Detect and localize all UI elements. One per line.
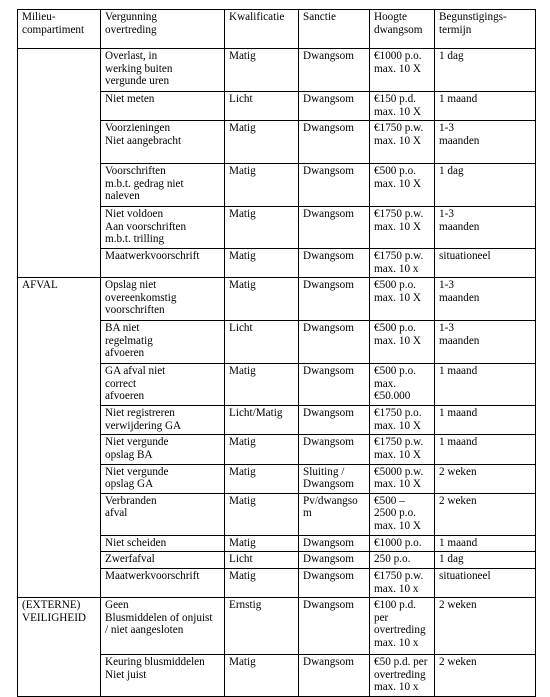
- amount-cell: €5000 p.w. max. 10 X: [370, 464, 435, 493]
- header-term: Begunstigings- termijn: [435, 10, 536, 49]
- amount-cell: €500 – 2500 p.o. max. 10 X: [370, 493, 435, 535]
- amount-cell: €100 p.d. per overtreding max. 10 x: [370, 598, 435, 655]
- table-row: [18, 598, 536, 655]
- violation-cell: Maatwerkvoorschrift: [101, 248, 225, 277]
- amount-cell: €50 p.d. per overtreding max. 10 x: [370, 655, 435, 697]
- sanction-cell: Dwangsom: [299, 278, 370, 321]
- term-cell: 1-3 maanden: [435, 278, 536, 321]
- term-cell: 2 weken: [435, 598, 536, 655]
- qualification-cell: Matig: [225, 164, 299, 207]
- amount-cell: €1750 p.w. max. 10 x: [370, 248, 435, 277]
- sanction-cell: Dwangsom: [299, 552, 370, 569]
- sanction-cell: Dwangsom: [299, 568, 370, 597]
- term-cell: 1-3 maanden: [435, 121, 536, 164]
- amount-cell: €1750 p.w. max. 10 X: [370, 207, 435, 249]
- qualification-cell: Matig: [225, 493, 299, 535]
- violation-cell: Niet scheiden: [101, 535, 225, 552]
- violation-cell: Overlast, in werking buiten vergunde uren: [101, 49, 225, 92]
- violation-cell: Niet voldoen Aan voorschriften m.b.t. trilling: [101, 207, 225, 249]
- term-cell: 1 maand: [435, 364, 536, 406]
- violation-cell: Keuring blusmiddelen Niet juist: [101, 655, 225, 697]
- violation-cell: Voorschriften m.b.t. gedrag niet naleven: [101, 164, 225, 207]
- qualification-cell: Matig: [225, 364, 299, 406]
- term-cell: 1 maand: [435, 92, 536, 121]
- term-cell: 1 dag: [435, 49, 536, 92]
- term-cell: 1 dag: [435, 164, 536, 207]
- violation-cell: Voorzieningen Niet aangebracht: [101, 121, 225, 164]
- violation-cell: GA afval niet correct afvoeren: [101, 364, 225, 406]
- header-qualification: Kwalificatie: [225, 10, 299, 49]
- header-violation: Vergunning overtreding: [101, 10, 225, 49]
- violation-cell: BA niet regelmatig afvoeren: [101, 321, 225, 364]
- amount-cell: €1750 p.o. max. 10 X: [370, 406, 435, 435]
- sanction-cell: Dwangsom: [299, 655, 370, 697]
- violation-cell: Geen Blusmiddelen of onjuist / niet aangesloten: [101, 598, 225, 655]
- qualification-cell: Licht: [225, 92, 299, 121]
- amount-cell: €1750 p.w. max. 10 x: [370, 568, 435, 597]
- sanction-cell: Sluiting / Dwangsom: [299, 464, 370, 493]
- compartment-cell: AFVAL: [18, 278, 101, 598]
- amount-cell: €1750 p.w. max. 10 X: [370, 435, 435, 464]
- sanction-cell: Dwangsom: [299, 248, 370, 277]
- term-cell: situationeel: [435, 248, 536, 277]
- table-row: [18, 49, 536, 92]
- amount-cell: €1750 p.w. max. 10 X: [370, 121, 435, 164]
- qualification-cell: Matig: [225, 121, 299, 164]
- sanction-cell: Dwangsom: [299, 92, 370, 121]
- sanction-cell: Dwangsom: [299, 364, 370, 406]
- term-cell: 2 weken: [435, 464, 536, 493]
- header-compartment: Milieu- compartiment: [18, 10, 101, 49]
- term-cell: 1 dag: [435, 552, 536, 569]
- sanction-cell: Dwangsom: [299, 535, 370, 552]
- qualification-cell: Licht: [225, 552, 299, 569]
- term-cell: situationeel: [435, 568, 536, 597]
- amount-cell: €500 p.o. max. 10 X: [370, 321, 435, 364]
- compartment-cell: [18, 49, 101, 278]
- amount-cell: €1000 p.o.: [370, 535, 435, 552]
- violation-cell: Maatwerkvoorschrift: [101, 568, 225, 597]
- header-row: [18, 10, 536, 49]
- sanction-cell: Dwangsom: [299, 321, 370, 364]
- sanction-cell: Dwangsom: [299, 406, 370, 435]
- amount-cell: 250 p.o.: [370, 552, 435, 569]
- compartment-cell: (EXTERNE) VEILIGHEID: [18, 598, 101, 697]
- sanction-cell: Dwangsom: [299, 121, 370, 164]
- sanction-cell: Dwangsom: [299, 598, 370, 655]
- qualification-cell: Matig: [225, 464, 299, 493]
- violation-cell: Zwerfafval: [101, 552, 225, 569]
- sanction-cell: Dwangsom: [299, 164, 370, 207]
- term-cell: 1 maand: [435, 435, 536, 464]
- term-cell: 1 maand: [435, 535, 536, 552]
- header-amount: Hoogte dwangsom: [370, 10, 435, 49]
- term-cell: 1 maand: [435, 406, 536, 435]
- sanction-cell: Pv/dwangso m: [299, 493, 370, 535]
- qualification-cell: Matig: [225, 535, 299, 552]
- amount-cell: €500 p.o. max. 10 X: [370, 278, 435, 321]
- term-cell: 1-3 maanden: [435, 207, 536, 249]
- amount-cell: €150 p.d. max. 10 X: [370, 92, 435, 121]
- qualification-cell: Ernstig: [225, 598, 299, 655]
- table-row: [18, 278, 536, 321]
- violation-cell: Niet vergunde opslag BA: [101, 435, 225, 464]
- qualification-cell: Matig: [225, 248, 299, 277]
- term-cell: 2 weken: [435, 493, 536, 535]
- violation-cell: Niet meten: [101, 92, 225, 121]
- qualification-cell: Matig: [225, 207, 299, 249]
- header-sanction: Sanctie: [299, 10, 370, 49]
- sanction-cell: Dwangsom: [299, 435, 370, 464]
- violation-cell: Opslag niet overeenkomstig voorschriften: [101, 278, 225, 321]
- amount-cell: €500 p.o. max. €50.000: [370, 364, 435, 406]
- violation-cell: Verbranden afval: [101, 493, 225, 535]
- qualification-cell: Matig: [225, 435, 299, 464]
- violation-cell: Niet vergunde opslag GA: [101, 464, 225, 493]
- qualification-cell: Matig: [225, 278, 299, 321]
- sanctions-table: [17, 9, 536, 697]
- sanction-cell: Dwangsom: [299, 49, 370, 92]
- violation-cell: Niet registreren verwijdering GA: [101, 406, 225, 435]
- qualification-cell: Licht/Matig: [225, 406, 299, 435]
- amount-cell: €500 p.o. max. 10 X: [370, 164, 435, 207]
- term-cell: 1-3 maanden: [435, 321, 536, 364]
- qualification-cell: Matig: [225, 655, 299, 697]
- sanction-cell: Dwangsom: [299, 207, 370, 249]
- qualification-cell: Matig: [225, 568, 299, 597]
- qualification-cell: Matig: [225, 49, 299, 92]
- amount-cell: €1000 p.o. max. 10 X: [370, 49, 435, 92]
- qualification-cell: Licht: [225, 321, 299, 364]
- term-cell: 2 weken: [435, 655, 536, 697]
